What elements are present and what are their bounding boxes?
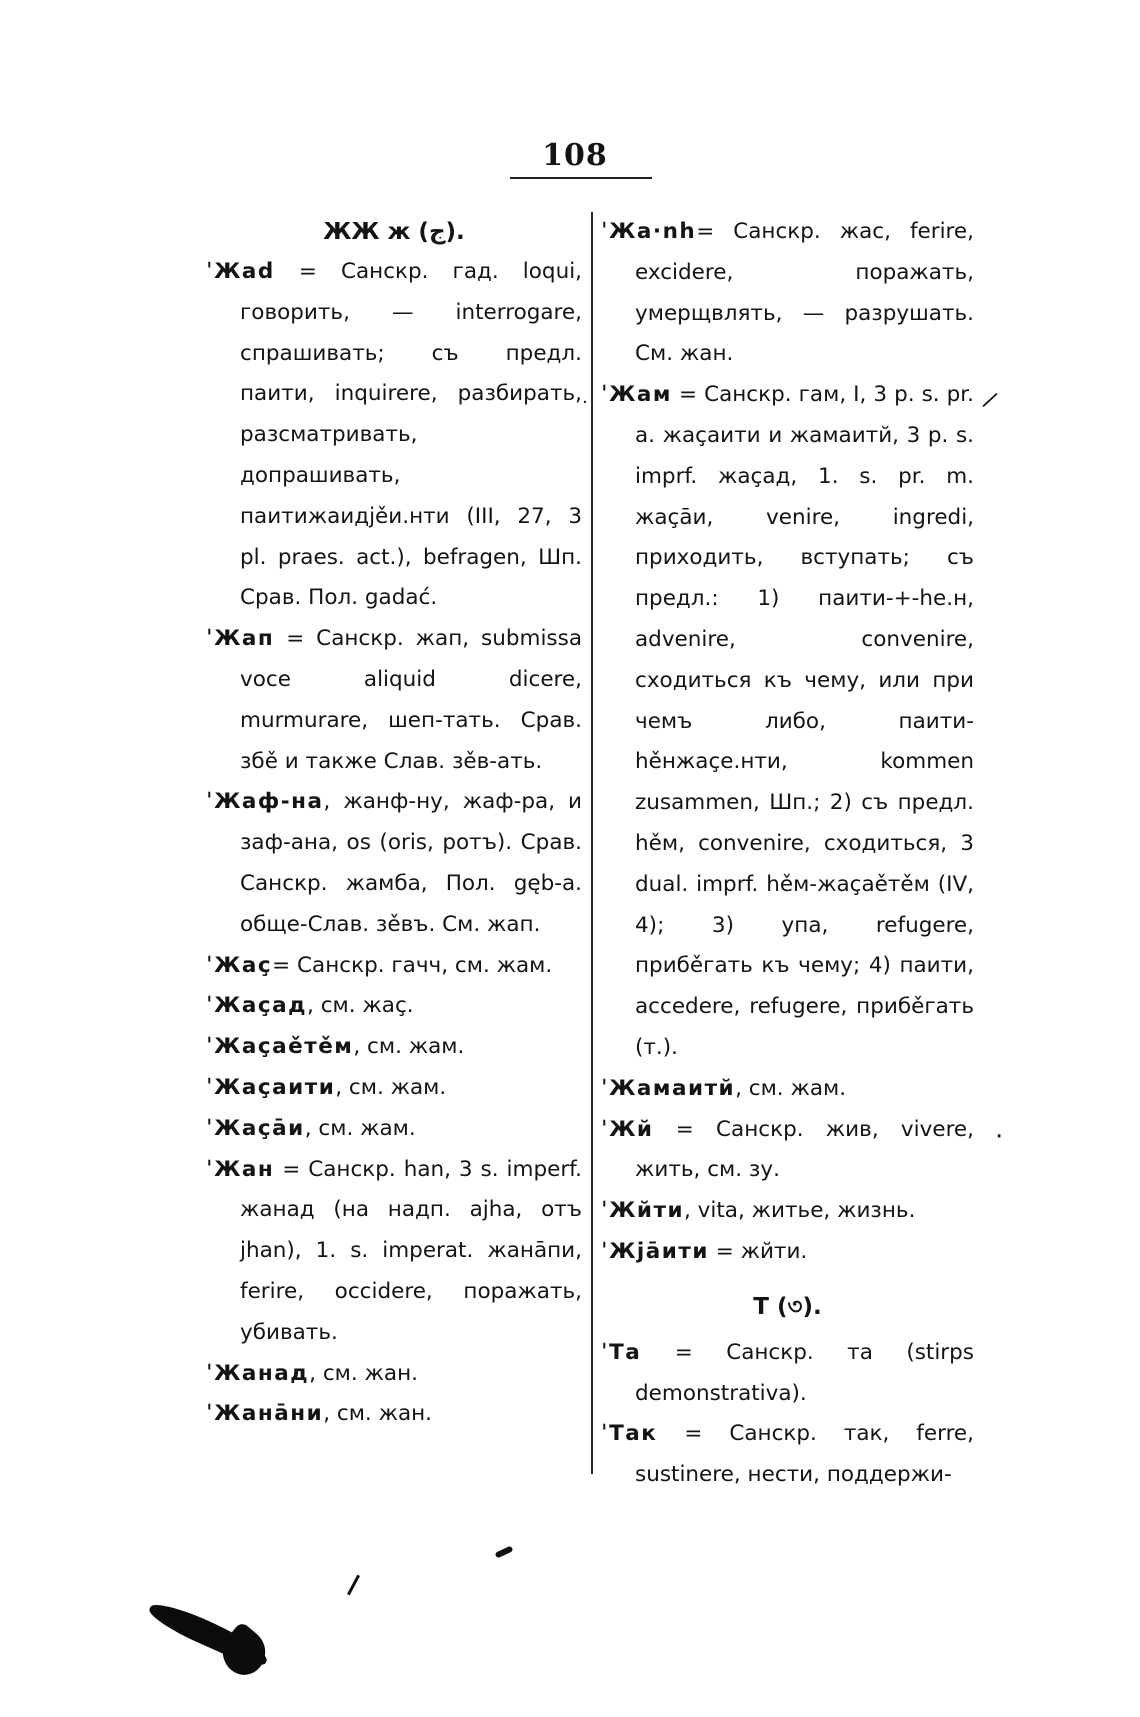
entry-headword: ˈ Жаçāи xyxy=(206,1116,305,1141)
entry-headword: ˈ Жа·nh xyxy=(601,219,696,244)
entry-text: = Санскр. гам, I, 3 p. s. pr. a. жаçаити и жамаитй, 3 p. s. imprf. жаçад, 1. s. pr. m. жаçāи, venire, ingredi, приходить, вступать; съ предл.: 1) паити-+-he.н, advenire, convenire, сходиться къ чему, или при чемъ либо, паити-hěнжаçе.нти, kommen zusammen, Шп.; 2) съ предл. hěм, convenire, сходиться, 3 dual. imprf. hěм-жаçаěтěм (IV, 4); 3) упа, refugere, прибěгать къ чему; 4) паити, accedere, refugere, прибěгать (т.). xyxy=(635,382,974,1060)
dictionary-entry xyxy=(601,1191,974,1232)
entry-text: = Санскр. жас, ferire, excidere, поражать, умерщвлять, — разрушать. См. жан. xyxy=(635,219,974,367)
dictionary-entry xyxy=(601,1069,974,1110)
dictionary-entry xyxy=(206,619,582,782)
entry-text: = Санскр. так, ferre, sustinere, нести, поддержи- xyxy=(635,1421,974,1488)
entry-text: , см. жан. xyxy=(323,1401,433,1427)
entry-text: = Санскр. жап, submissa voce aliquid dicere, murmurare, шеп-тать. Срав. збě и также Слав. зěв-ать. xyxy=(240,626,582,774)
page-number: 108 xyxy=(542,138,608,173)
entry-headword: ˈ Жаф-на xyxy=(206,789,324,814)
entry-headword: ˈ Жам xyxy=(601,382,672,407)
right-column xyxy=(601,212,974,1496)
dictionary-entry xyxy=(206,986,582,1027)
entry-text: = Санскр. жив, vivere, жить, см. зу. xyxy=(635,1116,974,1183)
section-heading-t: Т (৩). xyxy=(753,1293,822,1320)
entry-text: , vita, житье, жизнь. xyxy=(684,1198,916,1224)
entry-headword: ˈ Жаç xyxy=(206,953,272,978)
stray-tick-mark: / xyxy=(980,387,1000,414)
section-heading-zh: ЖЖ ж (ج). xyxy=(323,219,465,245)
entry-headword: ˈ Жjāити xyxy=(601,1239,709,1264)
entry-text: = Санскр. гачч, см. жам. xyxy=(272,952,553,978)
entry-text: , см. жам. xyxy=(304,1115,416,1141)
dictionary-entry xyxy=(601,1232,974,1273)
entry-headword: ˈ Жйти xyxy=(601,1198,684,1223)
entry-headword: ˈ Жаçаěтěм xyxy=(206,1034,353,1059)
dictionary-entry xyxy=(206,252,582,619)
dictionary-entry xyxy=(206,1354,582,1395)
entry-text: , см. жаç. xyxy=(307,993,414,1019)
dictionary-entry xyxy=(601,1110,974,1192)
entry-headword: ˈ Жad xyxy=(206,259,275,284)
entry-text: = жйти. xyxy=(708,1238,808,1264)
dictionary-entry xyxy=(601,212,974,375)
dictionary-entry xyxy=(206,946,582,987)
entry-headword: ˈ Жап xyxy=(206,626,274,651)
entry-headword: ˈ Жаçаити xyxy=(206,1075,335,1100)
entry-text: = Санскр. та (stirps demonstrativa). xyxy=(635,1339,974,1406)
entry-text: , см. жам. xyxy=(353,1034,465,1060)
stray-dash-mark xyxy=(495,1545,514,1558)
entry-text: , см. жам. xyxy=(735,1075,847,1101)
entry-headword: ˈ Жамаитй xyxy=(601,1076,735,1101)
entry-headword: ˈ Жй xyxy=(601,1117,653,1142)
entry-headword: ˈ Та xyxy=(601,1340,641,1365)
entry-text: , см. жам. xyxy=(335,1074,447,1100)
entry-headword: ˈ Жан xyxy=(206,1157,274,1182)
entry-headword: ˈ Жаçад xyxy=(206,993,307,1018)
stray-tick-mark xyxy=(347,1575,360,1596)
page-number-rule xyxy=(510,177,652,179)
entry-text: = Санскр. han, 3 s. imperf. жанад (на надп. ajha, отъ jhan), 1. s. imperat. жанāпи, ferire, occidere, поражать, убивать. xyxy=(240,1156,582,1345)
entry-text: = Санскр. гад. loqui, говорить, — interrogare, спрашивать; съ предл. паити, inquirere, разбирать, разсматривать, допрашивать, паитижаидjěи.нти (III, 27, 3 pl. praes. act.), befragen, Шп. Срав. Пол. gadać. xyxy=(240,259,582,611)
dictionary-entry xyxy=(206,1150,582,1354)
dictionary-entry xyxy=(206,1027,582,1068)
dictionary-entry xyxy=(206,782,582,945)
entry-text: , жанф-ну, жаф-ра, и зaф-ана, os (oris, ротъ). Срав. Санскр. жамба, Пол. gęb-a. обще-Слав. зěвъ. См. жап. xyxy=(240,789,582,937)
dictionary-entry xyxy=(206,1109,582,1150)
dictionary-entry xyxy=(601,1414,974,1496)
column-divider xyxy=(591,212,593,1474)
dictionary-entry xyxy=(601,375,974,1069)
entry-text: , см. жан. xyxy=(309,1360,418,1386)
entry-headword: ˈ Жанад xyxy=(206,1361,309,1386)
stray-dot-mark: · xyxy=(995,1122,1004,1152)
entry-headword: ˈ Жанāни xyxy=(206,1401,323,1426)
dictionary-entry xyxy=(206,1394,582,1435)
entry-headword: ˈ Так xyxy=(601,1421,657,1446)
stray-dot-mark: · xyxy=(582,392,588,413)
left-column xyxy=(206,212,582,1435)
dictionary-entry xyxy=(206,1068,582,1109)
dictionary-entry xyxy=(601,1333,974,1415)
